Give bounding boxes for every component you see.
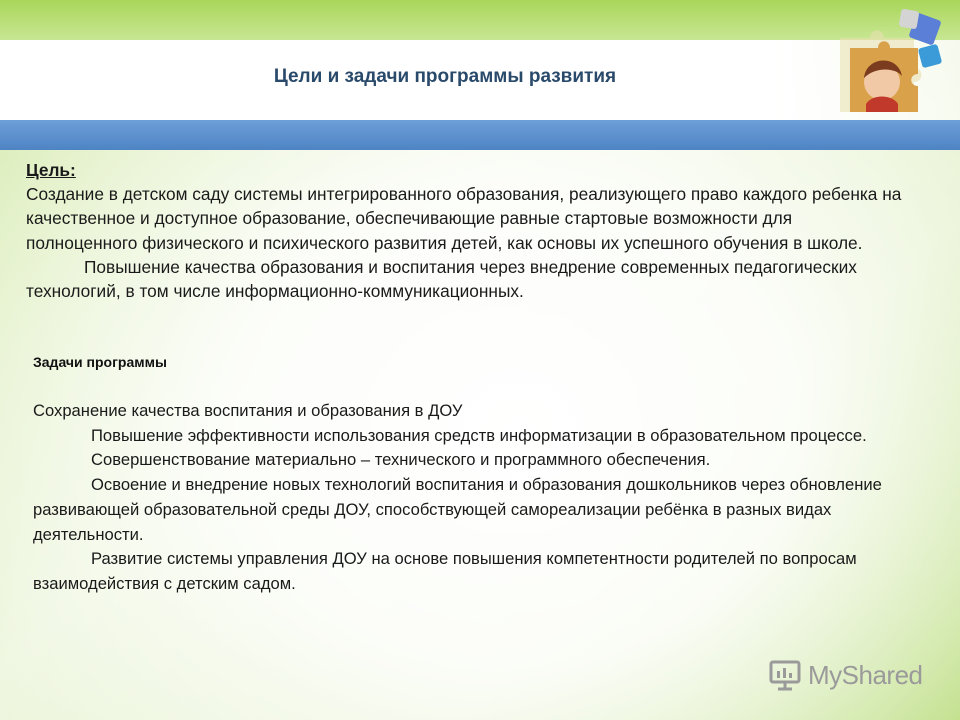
puzzle-decoration-icon xyxy=(820,8,950,118)
task-item: Развитие системы управления ДОУ на основе повышения компетентности родителей по вопросам взаимодействия с детским садом. xyxy=(33,549,857,593)
task-item: Совершенствование материально – технического и программного обеспечения. xyxy=(91,450,711,470)
goal-paragraph-secondary: Повышение качества образования и воспитания через внедрение современных педагогических технологий, в том числе информационно-коммуникационных. xyxy=(26,256,857,302)
myshared-watermark xyxy=(768,657,923,693)
goal-section xyxy=(26,158,906,303)
task-item: Освоение и внедрение новых технологий воспитания и образования дошкольников через обновление развивающей образовательной среды ДОУ, способствующей самореализации ребёнка в разных видах деятельности. xyxy=(33,475,882,544)
task-item: Сохранение качества воспитания и образования в ДОУ xyxy=(33,401,463,420)
page-title: Цели и задачи программы развития xyxy=(273,66,617,87)
tasks-list xyxy=(33,399,903,597)
task-item: Повышение эффективности использования средств информатизации в образовательном процессе. xyxy=(91,425,867,445)
goal-label: Цель: xyxy=(26,160,76,180)
top-green-band xyxy=(0,0,960,40)
tasks-heading: Задачи программы xyxy=(33,354,167,370)
goal-paragraph: Создание в детском саду системы интегрированного образования, реализующего право каждого ребенка на качественное и доступное образование, обеспечивающие равные стартовые возможности для полноценного физического и психического развития детей, как основы их успешного обучения в школе. xyxy=(26,184,902,253)
watermark-text: MyShared xyxy=(808,659,923,690)
presentation-board-icon xyxy=(768,658,802,692)
blue-divider-bar xyxy=(0,120,960,150)
